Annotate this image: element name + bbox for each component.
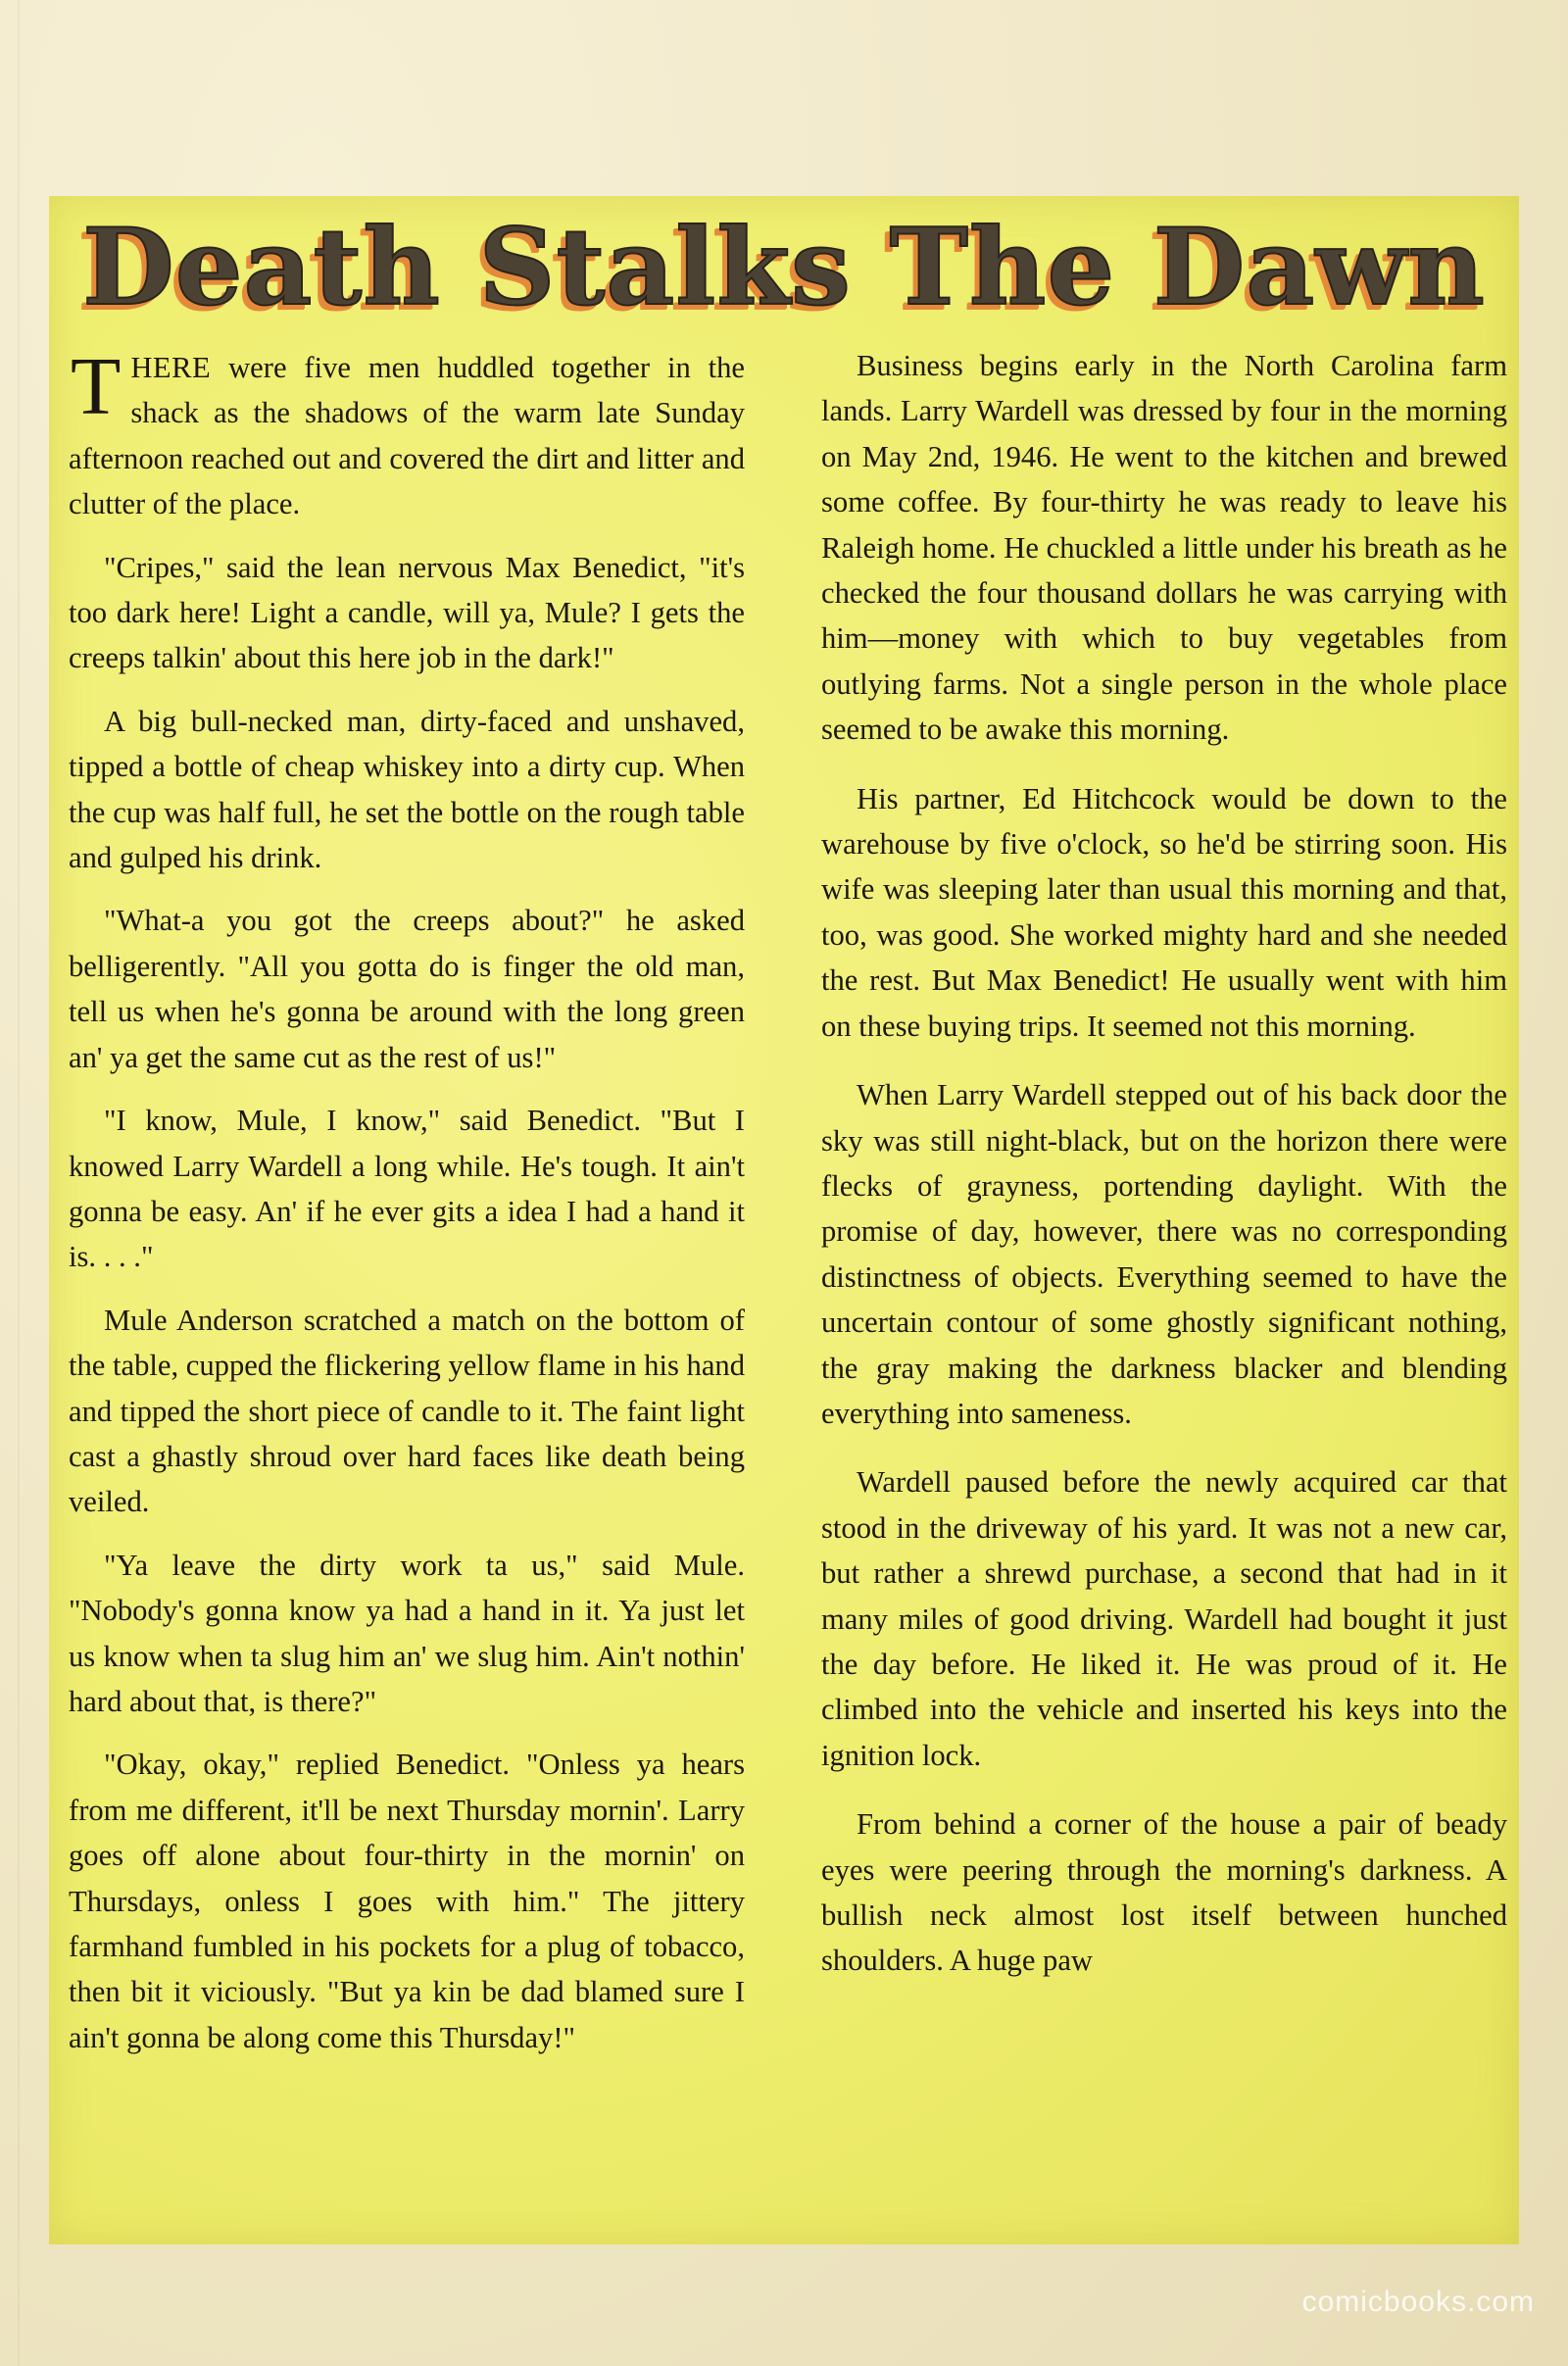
paragraph: Wardell paused before the newly acquired car that stood in the driveway of his yard. It was not a new car, but rather a shrewd purchase, a second that had in it many miles of good driving. Wardell had bought it just the day before. He liked it. He was proud of it. He climbed into the vehicle and inserted his keys into the ignition lock. (821, 1465, 1507, 1772)
paragraph: Mule Anderson scratched a match on the bottom of the table, cupped the flickering yellow flame in his hand and tipped the short piece of candle to it. The faint light cast a ghastly shroud over hard faces like death being veiled. (69, 1303, 745, 1519)
paragraph: "Okay, okay," replied Benedict. "Onless ya hears from me different, it'll be next Thursday mornin'. Larry goes off alone about four-thirty in the mornin' on Thursdays, onless I goes with him." The jittery farmhand fumbled in his pockets for a plug of tobacco, then bit it viciously. "But ya kin be dad blamed sure I ain't gonna be along come this Thursday!" (69, 1748, 745, 2054)
paragraph: A big bull-necked man, dirty-faced and unshaved, tipped a bottle of cheap whiskey into a dirty cup. When the cup was half full, he set the bottle on the rough table and gulped his drink. (69, 704, 745, 875)
paragraph: "Ya leave the dirty work ta us," said Mule. "Nobody's gonna know ya had a hand in it. Ya just let us know when ta slug him an' we slug him. Ain't nothin' hard about that, is there?" (69, 1548, 745, 1718)
paragraph: When Larry Wardell stepped out of his back door the sky was still night-black, but on the horizon there were flecks of grayness, portending daylight. With the promise of day, however, there was no corresponding distinctness of objects. Everything seemed to have the uncertain contour of some ghostly significant nothing, the gray making the darkness blacker and blending everything into sameness. (821, 1078, 1507, 1430)
lead-caps: HERE (130, 351, 212, 384)
paragraph: "I know, Mule, I know," said Benedict. "But I knowed Larry Wardell a long while. He's tough. It ain't gonna be easy. An' if he ever gits a idea I had a hand it is. . . ." (69, 1104, 745, 1274)
left-column (69, 341, 745, 2078)
right-column (821, 343, 1507, 2007)
story-title: Death Stalks The Dawn (82, 206, 1486, 329)
paragraph: From behind a corner of the house a pair of beady eyes were peering through the morning's darkness. A bullish neck almost lost itself between hunched shoulders. A huge paw (821, 1807, 1507, 1978)
drop-cap: T (71, 341, 122, 432)
paragraph: "Cripes," said the lean nervous Max Benedict, "it's too dark here! Light a candle, will ya, Mule? I gets the creeps talkin' about this here job in the dark!" (69, 550, 745, 675)
paragraph: His partner, Ed Hitchcock would be down to the warehouse by five o'clock, so he'd be stirring soon. His wife was sleeping later than usual this morning and that, too, was good. She worked mighty hard and she needed the rest. But Max Benedict! He usually went with him on these buying trips. It seemed not this morning. (821, 781, 1507, 1043)
lead-text: were five men huddled together in the shack as the shadows of the warm late Sunday afternoon reached out and covered the dirt and litter and clutter of the place. (69, 351, 745, 521)
paragraph: Business begins early in the North Carolina farm lands. Larry Wardell was dressed by four in the morning on May 2nd, 1946. He went to the kitchen and brewed some coffee. By four-thirty he was ready to leave his Raleigh home. He chuckled a little under his breath as he checked the four thousand dollars he was carrying with him—money with which to buy vegetables from outlying farms. Not a single person in the whole place seemed to be awake this morning. (821, 349, 1507, 747)
lead-paragraph (69, 341, 745, 527)
paragraph: "What-a you got the creeps about?" he asked belligerently. "All you gotta do is finger the old man, tell us when he's gonna be around with the long green an' ya get the same cut as the rest of us!" (69, 904, 745, 1074)
site-watermark: comicbooks.com (1301, 2286, 1535, 2318)
page-crease (18, 0, 20, 2366)
